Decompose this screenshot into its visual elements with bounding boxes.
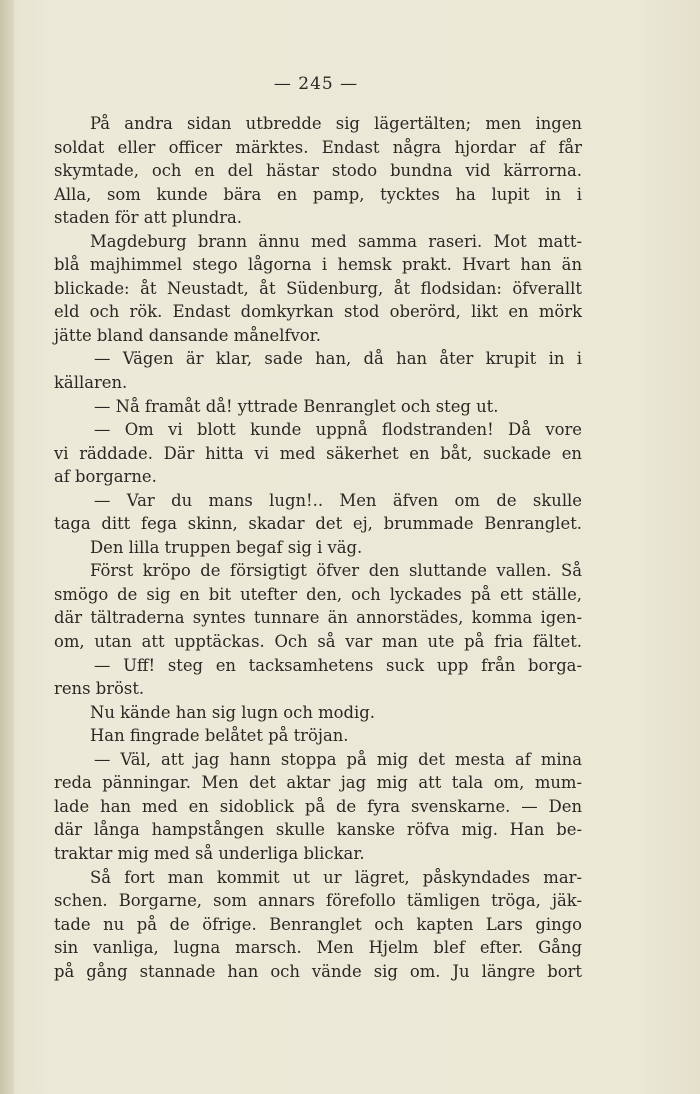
text-line: källaren. bbox=[54, 373, 128, 393]
text-line: Magdeburg brann ännu med samma raseri. Mot matt- bbox=[90, 231, 582, 251]
text-line: Nu kände han sig lugn och modig. bbox=[90, 702, 375, 722]
text-line: där tältraderna syntes tunnare än annorstädes, komma igen- bbox=[54, 608, 582, 628]
text-line: Först kröpo de försigtigt öfver den sluttande vallen. Så bbox=[90, 561, 582, 581]
text-line: — Var du mans lugn!.. Men äfven om de skulle bbox=[94, 490, 582, 510]
text-line: staden för att plundra. bbox=[54, 208, 243, 228]
text-line: skymtade, och en del hästar stodo bundna vid kärrorna. bbox=[54, 161, 582, 181]
text-line: blå majhimmel stego lågorna i hemsk prakt. Hvart han än bbox=[54, 255, 582, 275]
text-line: på gång stannade han och vände sig om. Ju längre bort bbox=[54, 961, 582, 981]
text-line: soldat eller officer märktes. Endast några hjordar af får bbox=[54, 137, 582, 157]
text-line: af borgarne. bbox=[54, 467, 157, 487]
text-line: — Om vi blott kunde uppnå flodstranden! Då vore bbox=[94, 420, 582, 440]
text-line: schen. Borgarne, som annars förefollo tämligen tröga, jäk- bbox=[54, 891, 582, 911]
text-line: Han fingrade belåtet på tröjan. bbox=[90, 726, 349, 746]
text-line: — Nå framåt då! yttrade Benranglet och steg ut. bbox=[94, 396, 499, 416]
text-line: tade nu på de öfrige. Benranglet och kapten Lars gingo bbox=[54, 914, 582, 934]
text-line: rens bröst. bbox=[54, 679, 145, 699]
page-number: — 245 — bbox=[273, 74, 359, 94]
text-line: där långa hampstången skulle kanske röfva mig. Han be- bbox=[54, 820, 582, 840]
text-line: Alla, som kunde bära en pamp, tycktes ha lupit in i bbox=[54, 184, 582, 204]
text-line: om, utan att upptäckas. Och så var man ute på fria fältet. bbox=[54, 632, 582, 652]
body-text bbox=[54, 112, 582, 983]
text-line: smögo de sig en bit utefter den, och lyckades på ett ställe, bbox=[54, 584, 582, 604]
text-line: — Vägen är klar, sade han, då han åter krupit in i bbox=[94, 349, 582, 369]
text-line: blickade: åt Neustadt, åt Südenburg, åt flodsidan: öfverallt bbox=[54, 278, 582, 298]
text-line: taga ditt fega skinn, skadar det ej, brummade Benranglet. bbox=[54, 514, 582, 534]
text-line: eld och rök. Endast domkyrkan stod oberörd, likt en mörk bbox=[54, 302, 582, 322]
text-line: reda pänningar. Men det aktar jag mig att tala om, mum- bbox=[54, 773, 582, 793]
text-line: sin vanliga, lugna marsch. Men Hjelm blef efter. Gång bbox=[54, 938, 582, 958]
text-line: Så fort man kommit ut ur lägret, påskyndades mar- bbox=[90, 867, 582, 887]
text-line: vi räddade. Där hitta vi med säkerhet en båt, suckade en bbox=[54, 443, 582, 463]
text-line: — Uff! steg en tacksamhetens suck upp från borga- bbox=[94, 655, 582, 675]
text-line: — Väl, att jag hann stoppa på mig det mesta af mina bbox=[94, 749, 582, 769]
text-line: jätte bland dansande månelfvor. bbox=[54, 325, 321, 345]
text-line: Den lilla truppen begaf sig i väg. bbox=[90, 537, 363, 557]
text-line: traktar mig med så underliga blickar. bbox=[54, 843, 365, 863]
text-line: På andra sidan utbredde sig lägertälten; men ingen bbox=[90, 114, 582, 133]
page-gutter bbox=[0, 0, 14, 1094]
text-line: lade han med en sidoblick på de fyra svenskarne. — Den bbox=[54, 796, 582, 816]
